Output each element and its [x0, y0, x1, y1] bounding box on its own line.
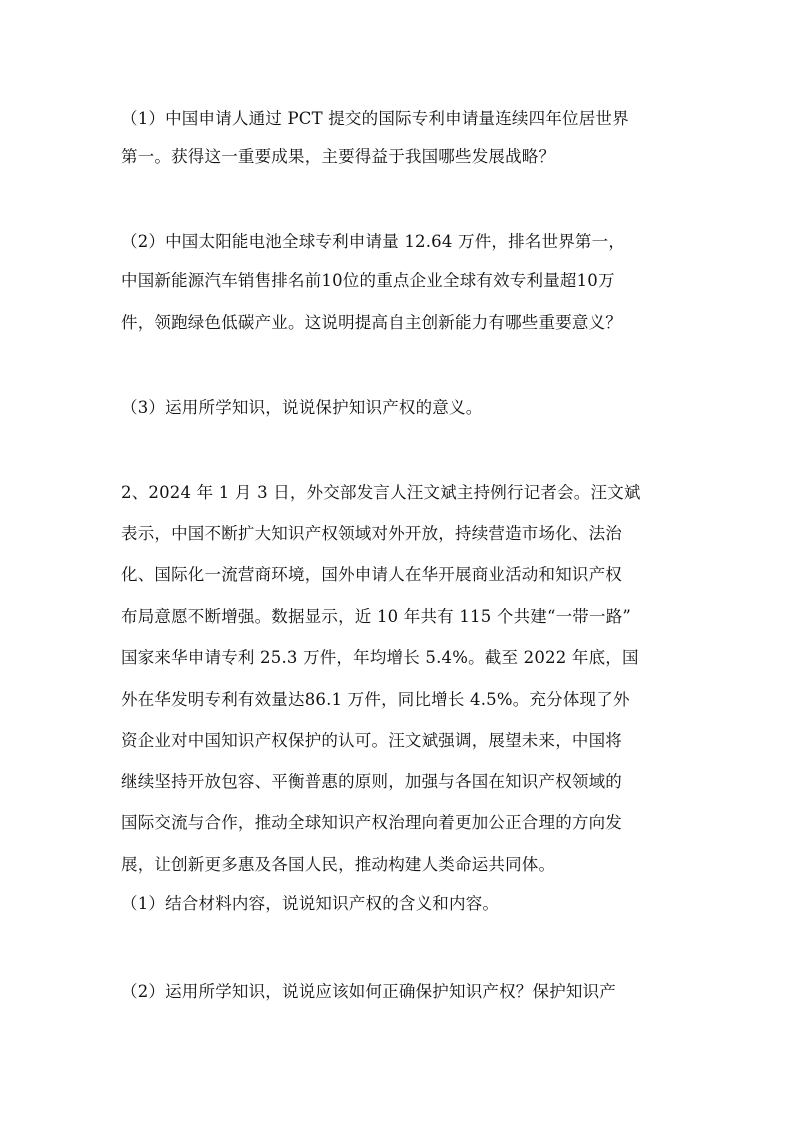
q2-material-line-10: 展，让创新更多惠及各国人民，推动构建人类命运共同体。	[121, 855, 556, 874]
q1-sub1-line-1: （1）中国申请人通过 PCT 提交的国际专利申请量连续四年位居世界	[121, 109, 629, 128]
q2-material-line-8: 继续坚持开放包容、平衡普惠的原则，加强与各国在知识产权领域的	[121, 772, 622, 791]
q2-material-line-9: 国际交流与合作，推动全球知识产权治理向着更加公正合理的方向发	[121, 813, 622, 832]
q2-material-line-4: 布局意愿不断增强。数据显示，近 10 年共有 115 个共建“一带一路”	[121, 607, 632, 626]
q2-material-line-6: 外在华发明专利有效量达86.1 万件，同比增长 4.5%。充分体现了外	[121, 690, 630, 709]
q2-material-line-2: 表示，中国不断扩大知识产权领域对外开放，持续营造市场化、法治	[121, 524, 622, 543]
q2-material-line-3: 化、国际化一流营商环境，国外申请人在华开展商业活动和知识产权	[121, 565, 622, 584]
q1-sub3-line-1: （3）运用所学知识，说说保护知识产权的意义。	[121, 398, 483, 417]
q1-sub2-line-2: 中国新能源汽车销售排名前10位的重点企业全球有效专利量超10万	[121, 271, 615, 290]
q2-sub1-line-1: （1）结合材料内容，说说知识产权的含义和内容。	[121, 894, 500, 913]
q2-sub2-line-1: （2）运用所学知识，说说应该如何正确保护知识产权？保护知识产	[121, 982, 616, 1001]
q2-material-line-1: 2、2024 年 1 月 3 日，外交部发言人汪文斌主持例行记者会。汪文斌	[121, 483, 641, 502]
q2-material-line-5: 国家来华申请专利 25.3 万件，年均增长 5.4%。截至 2022 年底，国	[121, 648, 639, 667]
q1-sub2-line-1: （2）中国太阳能电池全球专利申请量 12.64 万件，排名世界第一，	[121, 232, 626, 251]
q1-sub2-line-3: 件，领跑绿色低碳产业。这说明提高自主创新能力有哪些重要意义？	[121, 313, 622, 332]
q2-material-line-7: 资企业对中国知识产权保护的认可。汪文斌强调，展望未来，中国将	[121, 731, 622, 750]
q1-sub1-line-2: 第一。获得这一重要成果，主要得益于我国哪些发展战略？	[121, 147, 556, 166]
